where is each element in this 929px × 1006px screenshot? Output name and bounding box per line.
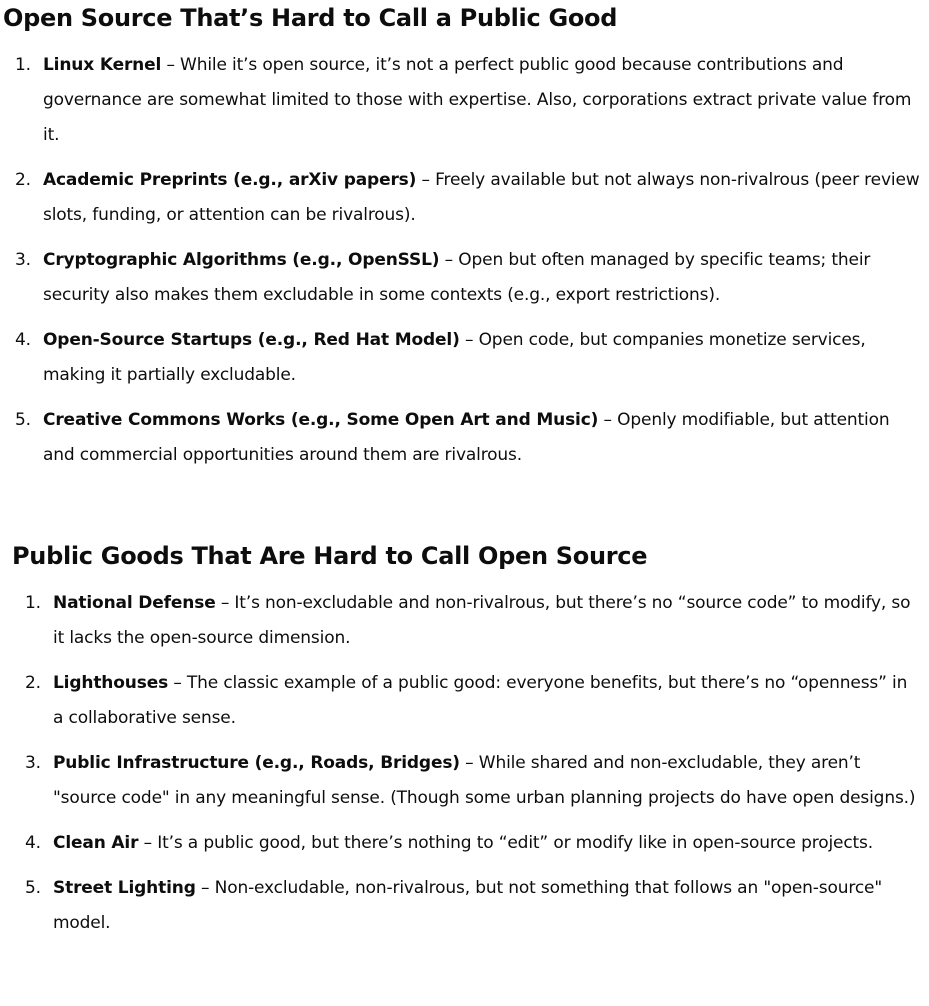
- item-description: – It’s non-excludable and non-rivalrous, but there’s no “source code” to modify, so it lacks the open-source dimension.: [53, 593, 911, 648]
- item-number: 3.: [25, 753, 41, 773]
- item-number: 1.: [15, 55, 31, 75]
- item-term: Linux Kernel: [43, 55, 162, 75]
- item-term: Public Infrastructure (e.g., Roads, Bridges): [53, 753, 460, 773]
- item-description: – Freely available but not always non-rivalrous (peer review slots, funding, or attention can be rivalrous).: [43, 170, 920, 225]
- list-item: [25, 871, 920, 941]
- item-number: 2.: [25, 673, 41, 693]
- item-description: – Open but often managed by specific teams; their security also makes them excludable in some contexts (e.g., export restrictions).: [43, 250, 871, 305]
- section-title-public-goods: Public Goods That Are Hard to Call Open Source: [12, 542, 648, 570]
- item-description: – Non-excludable, non-rivalrous, but not something that follows an "open-source" model.: [53, 878, 883, 933]
- item-number: 3.: [15, 250, 31, 270]
- item-description: – While it’s open source, it’s not a perfect public good because contributions and governance are somewhat limited to those with expertise. Also, corporations extract private value from it.: [43, 55, 912, 145]
- item-description: – While shared and non-excludable, they aren’t "source code" in any meaningful sense. (Though some urban planning projects do have open designs.): [53, 753, 916, 808]
- item-number: 5.: [15, 410, 31, 430]
- list-item: [25, 826, 920, 861]
- numbered-list-open-source: [15, 48, 920, 483]
- section-title-open-source: Open Source That’s Hard to Call a Public Good: [3, 4, 618, 32]
- item-description: – Openly modifiable, but attention and commercial opportunities around them are rivalrous.: [43, 410, 890, 465]
- item-number: 5.: [25, 878, 41, 898]
- item-number: 4.: [25, 833, 41, 853]
- item-term: Open-Source Startups (e.g., Red Hat Model): [43, 330, 460, 350]
- item-term: National Defense: [53, 593, 216, 613]
- item-term: Academic Preprints (e.g., arXiv papers): [43, 170, 417, 190]
- list-item: [25, 666, 920, 736]
- item-term: Creative Commons Works (e.g., Some Open Art and Music): [43, 410, 599, 430]
- item-number: 2.: [15, 170, 31, 190]
- list-item: [25, 586, 920, 656]
- item-description: – Open code, but companies monetize services, making it partially excludable.: [43, 330, 866, 385]
- item-number: 1.: [25, 593, 41, 613]
- item-term: Clean Air: [53, 833, 139, 853]
- item-term: Street Lighting: [53, 878, 196, 898]
- list-item: [15, 48, 920, 153]
- numbered-list-public-goods: [25, 586, 920, 951]
- item-number: 4.: [15, 330, 31, 350]
- list-item: [25, 746, 920, 816]
- item-description: – The classic example of a public good: everyone benefits, but there’s no “openness” in a collaborative sense.: [53, 673, 908, 728]
- item-term: Cryptographic Algorithms (e.g., OpenSSL): [43, 250, 440, 270]
- item-term: Lighthouses: [53, 673, 169, 693]
- list-item: [15, 243, 920, 313]
- list-item: [15, 403, 920, 473]
- list-item: [15, 323, 920, 393]
- item-description: – It’s a public good, but there’s nothing to “edit” or modify like in open-source projects.: [138, 833, 874, 853]
- list-item: [15, 163, 920, 233]
